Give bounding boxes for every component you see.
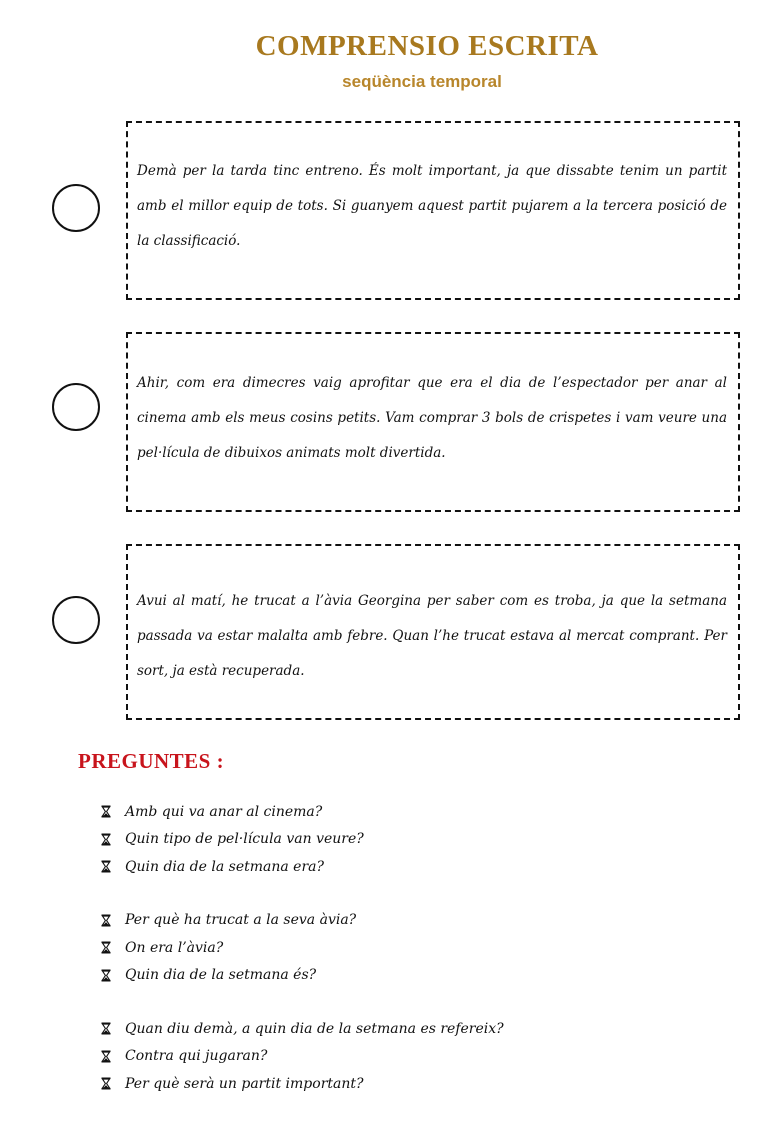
question-item bbox=[101, 1070, 741, 1098]
question-text: Quin tipo de pel·lícula van veure? bbox=[125, 831, 364, 848]
question-item bbox=[101, 934, 741, 962]
question-item bbox=[101, 1015, 741, 1043]
story-text-3: Avui al matí, he trucat a l’àvia Georgina per saber com es troba, ja que la setmana passada va estar malalta amb febre. Quan l’he trucat estava al mercat comprant. Per sort, ja està recuperada. bbox=[137, 593, 727, 679]
hourglass-icon bbox=[101, 914, 111, 927]
question-item bbox=[101, 907, 741, 935]
hourglass-icon bbox=[101, 805, 111, 818]
story-text-1: Demà per la tarda tinc entreno. És molt important, ja que dissabte tenim un partit amb el millor equip de tots. Si guanyem aquest partit pujarem a la tercera posició de la classificació. bbox=[137, 163, 727, 249]
hourglass-icon bbox=[101, 860, 111, 873]
hourglass-icon bbox=[101, 833, 111, 846]
order-circle-3[interactable] bbox=[52, 596, 100, 644]
order-circle-2[interactable] bbox=[52, 383, 100, 431]
questions-list bbox=[101, 798, 741, 1124]
page-subtitle: seqüència temporal bbox=[342, 72, 502, 91]
question-text: Quin dia de la setmana és? bbox=[125, 967, 317, 984]
question-item bbox=[101, 853, 741, 881]
question-item bbox=[101, 1043, 741, 1071]
page-title: COMPRENSIO ESCRITA bbox=[255, 30, 599, 62]
hourglass-icon bbox=[101, 969, 111, 982]
question-item bbox=[101, 826, 741, 854]
question-text: On era l’àvia? bbox=[125, 939, 224, 956]
hourglass-icon bbox=[101, 941, 111, 954]
question-item bbox=[101, 962, 741, 990]
question-text: Amb qui va anar al cinema? bbox=[125, 803, 323, 820]
hourglass-icon bbox=[101, 1077, 111, 1090]
questions-heading: PREGUNTES : bbox=[78, 749, 225, 773]
question-text: Contra qui jugaran? bbox=[125, 1048, 268, 1065]
question-text: Per què ha trucat a la seva àvia? bbox=[125, 912, 357, 929]
question-group-2 bbox=[101, 907, 741, 990]
question-item bbox=[101, 798, 741, 826]
question-text: Per què serà un partit important? bbox=[125, 1075, 364, 1092]
question-text: Quin dia de la setmana era? bbox=[125, 858, 325, 875]
hourglass-icon bbox=[101, 1022, 111, 1035]
story-text-2: Ahir, com era dimecres vaig aprofitar que era el dia de l’espectador per anar al cinema amb els meus cosins petits. Vam comprar 3 bols de crispetes i vam veure una pel·lícula de dibuixos animats molt divertida. bbox=[137, 375, 727, 461]
question-group-3 bbox=[101, 1015, 741, 1098]
hourglass-icon bbox=[101, 1050, 111, 1063]
question-group-1 bbox=[101, 798, 741, 881]
question-text: Quan diu demà, a quin dia de la setmana es refereix? bbox=[125, 1020, 504, 1037]
order-circle-1[interactable] bbox=[52, 184, 100, 232]
